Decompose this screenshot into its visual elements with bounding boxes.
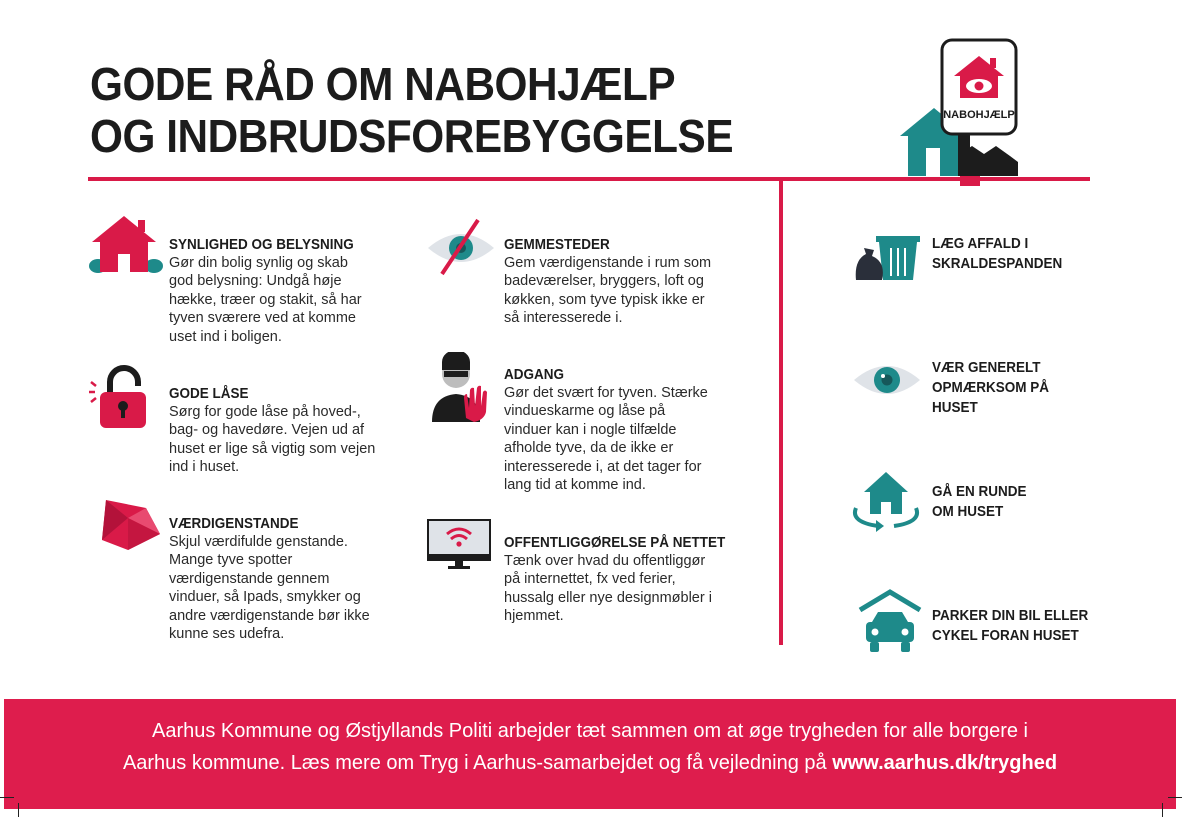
- house-icon: [88, 214, 164, 276]
- tip-valuables: [88, 494, 408, 654]
- tip-hiding-places: [424, 216, 754, 336]
- logo-label: NABOHJÆLP: [943, 109, 1015, 121]
- tip-walk-around-heading: GÅ EN RUNDE OM HUSET: [932, 483, 1027, 520]
- padlock-icon: [88, 364, 158, 430]
- footer-line-2: [4, 747, 1176, 779]
- title-line-1: GODE RÅD OM NABOHJÆLP: [90, 58, 676, 110]
- monitor-wifi-icon: [424, 514, 494, 572]
- tip-locks: [88, 364, 408, 484]
- tip-online-heading: OFFENTLIGGØRELSE PÅ NETTET: [504, 534, 726, 551]
- burglar-stop-icon: [424, 352, 498, 426]
- eye-icon: [852, 354, 922, 406]
- tip-visibility-heading: SYNLIGHED OG BELYSNING: [169, 236, 354, 253]
- tip-valuables-body: Skjul værdifulde genstande. Mange tyve spotter værdigenstande gennem vinduer, så Ipads, smykker og andre værdigenstande bør ikke kunne ses udefra.: [169, 534, 370, 643]
- tip-park: [856, 588, 1106, 658]
- house-rotate-icon: [848, 466, 924, 532]
- tip-online: [424, 514, 754, 634]
- footer-banner: [4, 699, 1176, 809]
- footer-line-1: Aarhus Kommune og Østjyllands Politi arbejder tæt sammen om at øge trygheden for alle borgere i: [152, 720, 1028, 742]
- title-line-2: OG INDBRUDSFOREBYGGELSE: [90, 110, 734, 162]
- tip-trash-heading: LÆG AFFALD I SKRALDESPANDEN: [932, 235, 1063, 272]
- tip-valuables-heading: VÆRDIGENSTANDE: [169, 515, 299, 532]
- crop-mark-left: [0, 797, 14, 798]
- crossed-eye-icon: [424, 216, 498, 278]
- tip-access: [424, 352, 754, 502]
- tip-access-body: Gør det svært for tyven. Stærke vindueskarme og låse på vinduer kan i nogle tilfælde afholde tyve, da de ikke er interesserede i, at det tager for lang tid at komme ind.: [504, 385, 708, 494]
- page-title: [90, 58, 752, 162]
- nabohjaelp-logo: [898, 36, 1022, 186]
- footer-line-2-text: Aarhus kommune. Læs mere om Tryg i Aarhus-samarbejdet og få vejledning på: [122, 752, 833, 774]
- tip-attentive-heading: VÆR GENERELT OPMÆRKSOM PÅ HUSET: [932, 359, 1050, 416]
- tip-attentive: [852, 354, 1102, 414]
- tip-trash: [852, 228, 1092, 288]
- tip-online-body: Tænk over hvad du offentliggør på internettet, fx ved ferier, hussalg eller nye designmøbler i hjemmet.: [504, 553, 712, 625]
- trash-bin-icon: [852, 228, 922, 282]
- tip-visibility-body: Gør din bolig synlig og skab god belysning: Undgå høje hække, træer og stakit, så har tyven sværere ved at komme uset ind i boligen.: [169, 255, 362, 345]
- tip-hiding-places-body: Gem værdigenstande i rum som badeværelser, bryggers, loft og køkken, som tyve typisk ikke er så interesserede i.: [504, 255, 712, 327]
- crop-mark-right: [1168, 797, 1182, 798]
- gem-icon: [88, 494, 164, 554]
- tip-walk-around: [848, 466, 1098, 536]
- crop-mark-left-v: [18, 803, 19, 817]
- tip-park-heading: PARKER DIN BIL ELLER CYKEL FORAN HUSET: [932, 607, 1089, 644]
- tip-locks-body: Sørg for gode låse på hoved-, bag- og havedøre. Vejen ud af huset er lige så vigtig som vejen ind i huset.: [169, 404, 376, 476]
- header-divider: [88, 177, 1090, 181]
- crop-mark-right-v: [1162, 803, 1163, 817]
- tip-locks-heading: GODE LÅSE: [169, 385, 249, 402]
- tip-visibility: [88, 214, 408, 354]
- footer-link[interactable]: www.aarhus.dk/tryghed: [832, 752, 1058, 774]
- tip-access-heading: ADGANG: [504, 366, 565, 383]
- column-divider: [779, 179, 783, 645]
- tip-hiding-places-heading: GEMMESTEDER: [504, 236, 610, 253]
- car-garage-icon: [856, 588, 924, 656]
